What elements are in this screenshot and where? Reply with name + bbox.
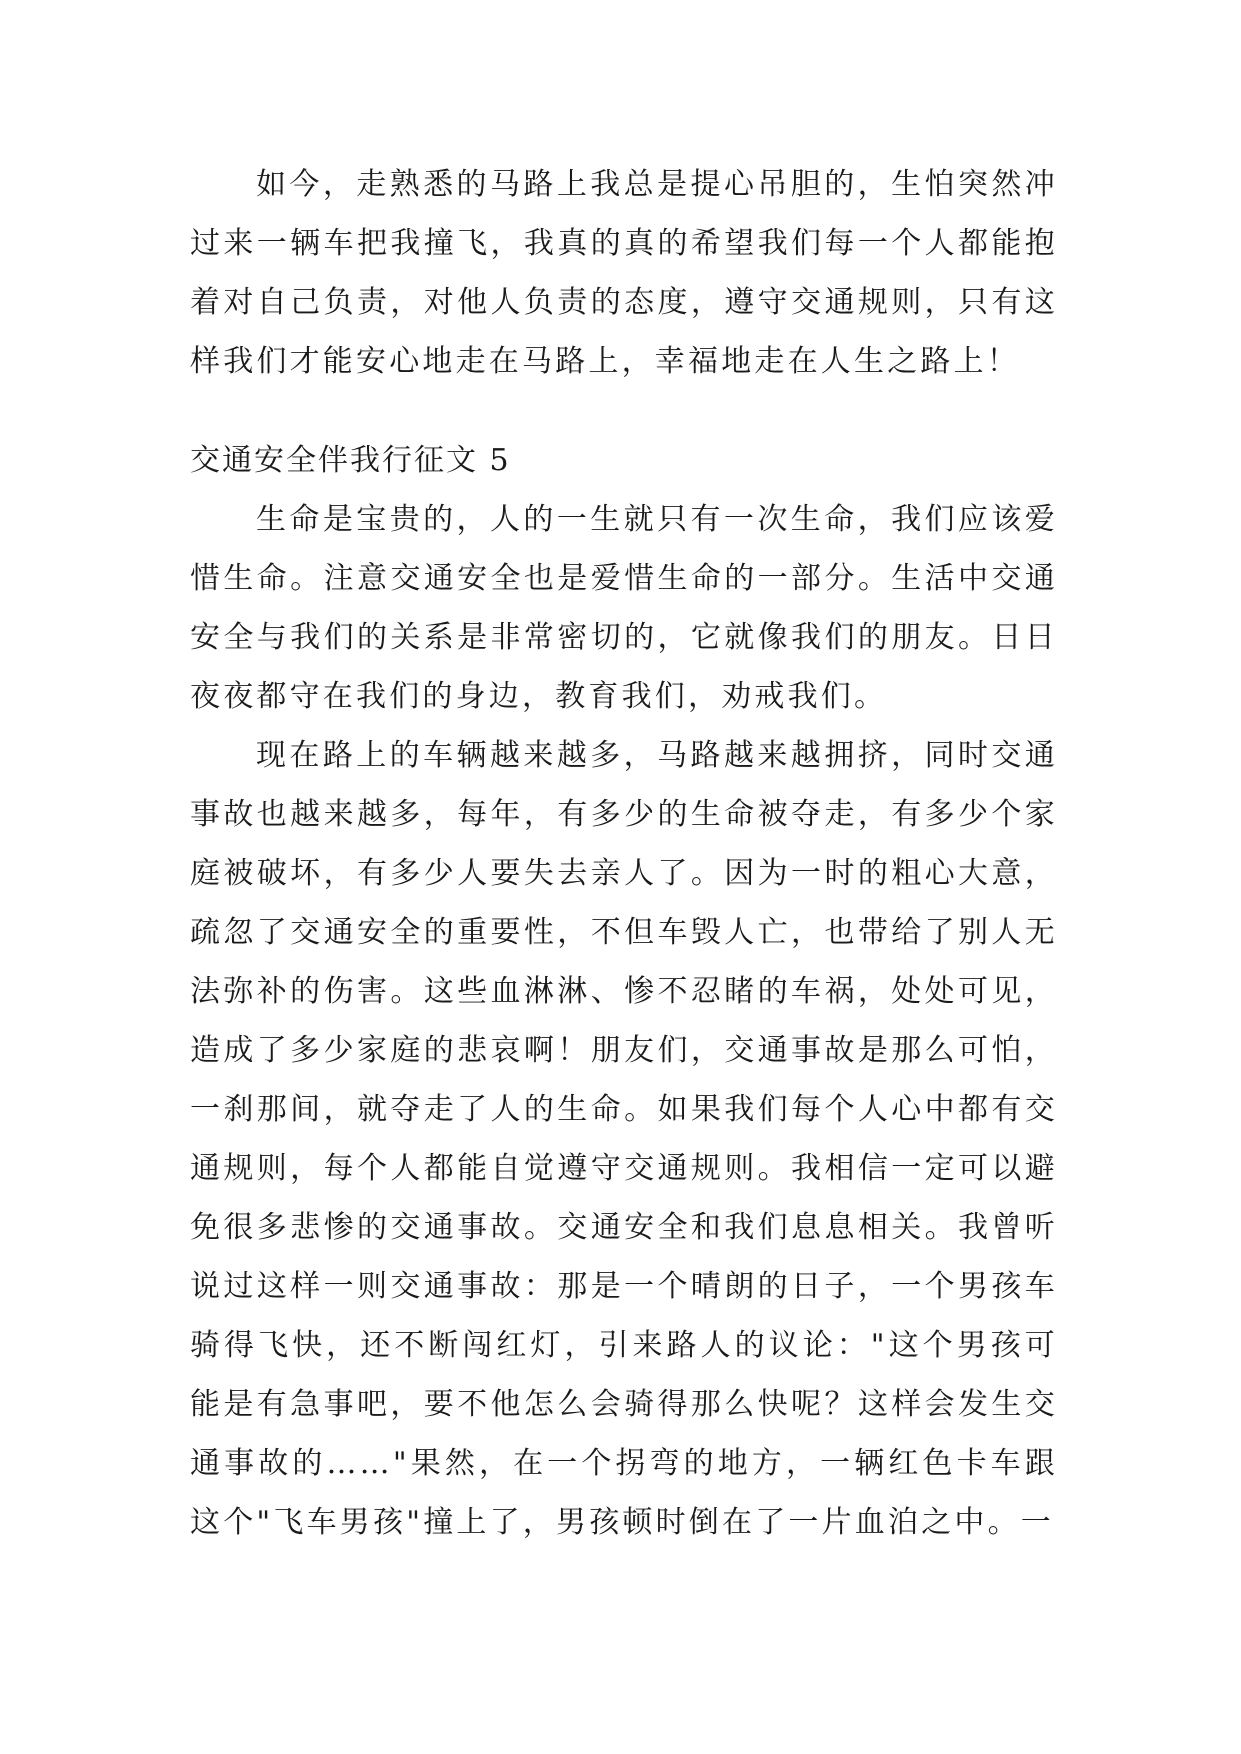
paragraph-gap — [190, 391, 1058, 431]
document-body — [190, 155, 1058, 1552]
paragraph-1: 如今，走熟悉的马路上我总是提心吊胆的，生怕突然冲过来一辆车把我撞飞，我真的真的希望我们每一个人都能抱着对自己负责，对他人负责的态度，遵守交通规则，只有这样我们才能安心地走在马路上，幸福地走在人生之路上！ — [190, 167, 1058, 379]
section-heading: 交通安全伴我行征文 5 — [190, 443, 511, 478]
paragraph-3: 现在路上的车辆越来越多，马路越来越拥挤，同时交通事故也越来越多，每年，有多少的生命被夺走，有多少个家庭被破坏，有多少人要失去亲人了。因为一时的粗心大意，疏忽了交通安全的重要性，不但车毁人亡，也带给了别人无法弥补的伤害。这些血淋淋、惨不忍睹的车祸，处处可见，造成了多少家庭的悲哀啊！朋友们，交通事故是那么可怕，一刹那间，就夺走了人的生命。如果我们每个人心中都有交通规则，每个人都能自觉遵守交通规则。我相信一定可以避免很多悲惨的交通事故。交通安全和我们息息相关。我曾听说过这样一则交通事故：那是一个晴朗的日子，一个男孩车骑得飞快，还不断闯红灯，引来路人的议论："这个男孩可能是有急事吧，要不他怎么会骑得那么快呢？这样会发生交通事故的……"果然，在一个拐弯的地方，一辆红色卡车跟这个"飞车男孩"撞上了，男孩顿时倒在了一片血泊之中。一 — [190, 738, 1058, 1540]
paragraph-2: 生命是宝贵的，人的一生就只有一次生命，我们应该爱惜生命。注意交通安全也是爱惜生命的一部分。生活中交通安全与我们的关系是非常密切的，它就像我们的朋友。日日夜夜都守在我们的身边，教育我们，劝戒我们。 — [190, 502, 1058, 714]
